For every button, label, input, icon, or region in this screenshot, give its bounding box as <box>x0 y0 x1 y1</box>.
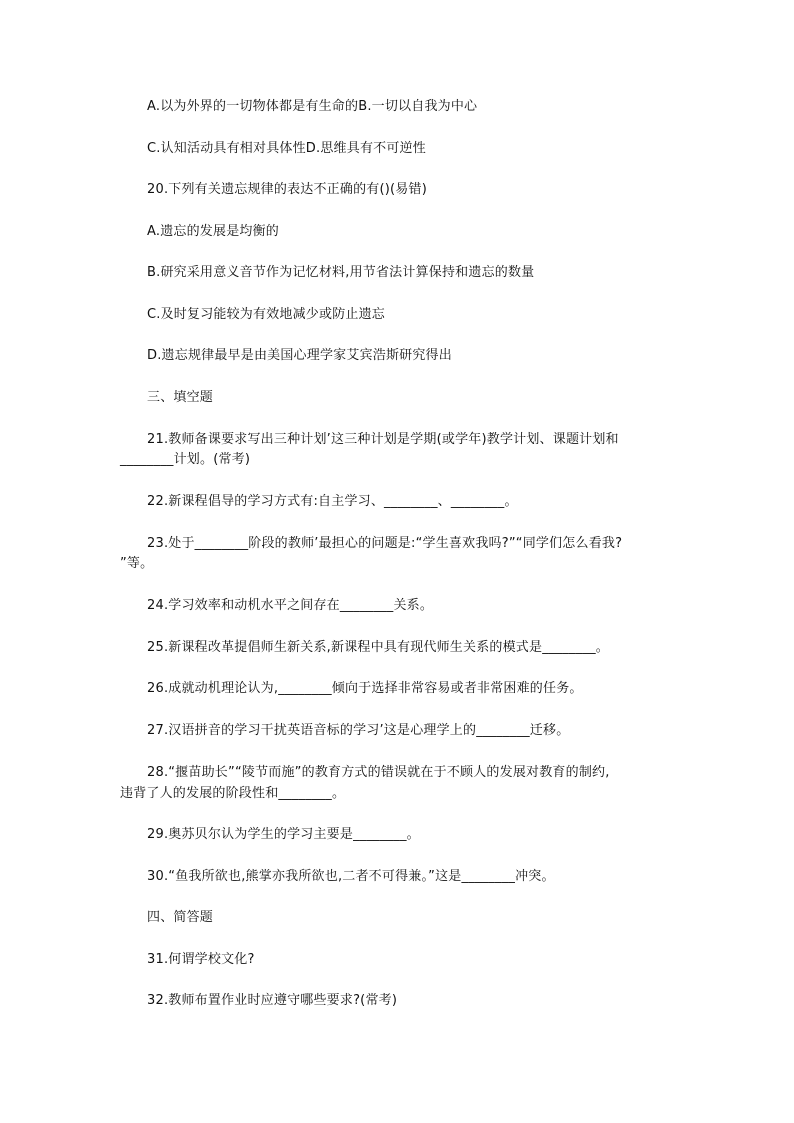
question-20-option-b: B.研究采用意义音节作为记忆材料,用节省法计算保持和遗忘的数量 <box>147 265 535 280</box>
question-28-line-1: 28.“揠苗助长”“陵节而施”的教育方式的错误就在于不顾人的发展对教育的制约, <box>147 765 610 780</box>
question-27: 27.汉语拼音的学习干扰英语音标的学习’这是心理学上的________迁移。 <box>147 723 570 738</box>
question-19-options-cd: C.认知活动具有相对具体性D.思维具有不可逆性 <box>147 141 426 156</box>
question-20-stem: 20.下列有关遗忘规律的表达不正确的有()(易错) <box>147 182 427 197</box>
question-29: 29.奥苏贝尔认为学生的学习主要是________。 <box>147 827 420 842</box>
question-24: 24.学习效率和动机水平之间存在________关系。 <box>147 598 434 613</box>
question-23-line-2: ”等。 <box>120 556 154 571</box>
question-21-line-1: 21.教师备课要求写出三种计划’这三种计划是学期(或学年)教学计划、课题计划和 <box>147 432 619 447</box>
section-heading-fill-in: 三、填空题 <box>147 390 214 405</box>
question-26: 26.成就动机理论认为,________倾向于选择非常容易或者非常困难的任务。 <box>147 681 583 696</box>
section-heading-short-answer: 四、简答题 <box>147 910 214 925</box>
question-20-option-c: C.及时复习能较为有效地减少或防止遗忘 <box>147 307 386 322</box>
question-31: 31.何谓学校文化? <box>147 952 255 967</box>
question-23-line-1: 23.处于________阶段的教师’最担心的问题是:“学生喜欢我吗?”“同学们怎么看我? <box>147 536 623 551</box>
question-25: 25.新课程改革提倡师生新关系,新课程中具有现代师生关系的模式是________。 <box>147 640 610 655</box>
question-21-line-2: ________计划。(常考) <box>120 452 251 467</box>
question-20-option-a: A.遗忘的发展是均衡的 <box>147 224 279 239</box>
question-28-line-2: 违背了人的发展的阶段性和________。 <box>120 786 346 801</box>
question-19-options-ab: A.以为外界的一切物体都是有生命的B.一切以自我为中心 <box>147 99 478 114</box>
question-22: 22.新课程倡导的学习方式有:自主学习、________、________。 <box>147 494 518 509</box>
question-30: 30.“鱼我所欲也,熊掌亦我所欲也,二者不可得兼。”这是________冲突。 <box>147 869 555 884</box>
question-20-option-d: D.遗忘规律最早是由美国心理学家艾宾浩斯研究得出 <box>147 348 452 363</box>
question-32: 32.教师布置作业时应遵守哪些要求?(常考) <box>147 993 398 1008</box>
